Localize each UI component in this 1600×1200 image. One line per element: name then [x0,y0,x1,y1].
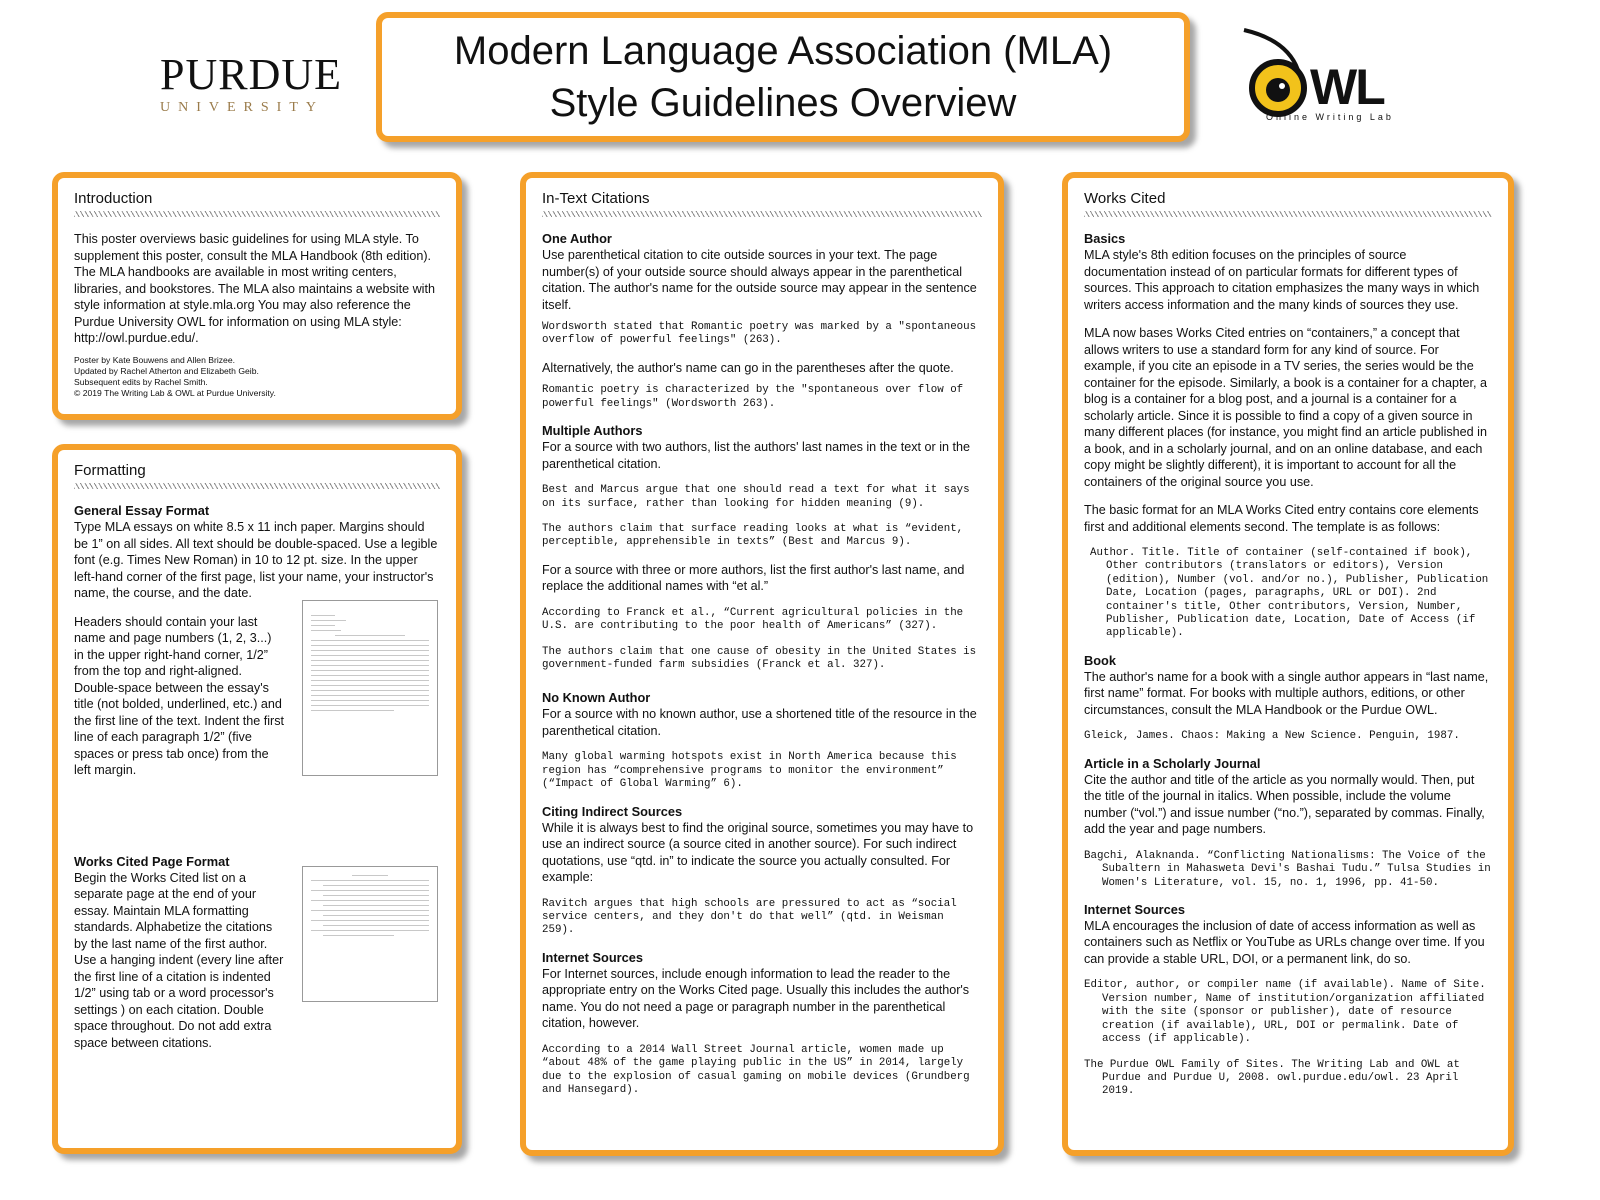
multiple-authors-heading: Multiple Authors [542,423,643,439]
owl-wordmark: WL [1310,59,1384,115]
owl-subtitle: Online Writing Lab [1266,112,1394,122]
works-cited-panel [1062,172,1514,1156]
headers-section [74,614,440,854]
formatting-title: Formatting [74,462,146,479]
basics-text: MLA style's 8th edition focuses on the principles of source documentation instead of on particular formats for different types of sources. This approach to citation emphasizes the many ways in which writers access information and the many kinds of sources they use. [1084,248,1480,312]
credit-line: Poster by Kate Bouwens and Allen Brizee. [74,354,235,365]
purdue-logo [160,50,343,116]
internet-sources-text: MLA encourages the inclusion of date of access information as well as containers such as Netflix or YouTube as URLs change over time. If you can provide a stable URL, DOI, or a permanent link, do so. [1084,918,1485,966]
sample-first-page-thumbnail [302,600,438,776]
indirect-sources-example: Ravitch argues that high schools are pressured to act as “social service centers, and they don't do that well” (qtd. in Weisman 259). [542,897,957,937]
book-example: Gleick, James. Chaos: Making a New Science. Penguin, 1987. [1084,730,1460,743]
no-author-example: Many global warming hotspots exist in North America because this region has “comprehensive programs to monitor the environment” (“Impact of Global Warming” 6). [542,751,957,791]
journal-article-heading: Article in a Scholarly Journal [1084,755,1261,771]
title-rule [1084,211,1492,217]
basics-heading: Basics [1084,231,1126,246]
purdue-university-label: UNIVERSITY [160,100,324,115]
works-cited-format-text: Begin the Works Cited list on a separate page at the end of your essay. Maintain MLA formatting standards. Alphabetize the citations by the last name of the first author. Use a hanging indent (every line after the first line of a citation is indented 1/2” using tab or a word processor's settings ) on each citation. Double space throughout. Do not add extra space between citations. [74,870,284,1050]
title-line-2: Style Guidelines Overview [549,81,1017,125]
one-author-example: Wordsworth stated that Romantic poetry was marked by a "spontaneous overflow of powerful feelings" (263). [542,321,977,347]
works-cited-template: Author. Title. Title of container (self-contained if book), Other contributors (translators or editors), Version (edition), Number (vol. and/or no.), Publisher, Publication Date, Location (pages, paragraphs, URL or DOI). 2nd container's title, Other contributors, Version, Number, Publisher, Publication date, Location, Date of Access (if applicable). [1090,547,1489,640]
journal-article-text: Cite the author and title of the article as you normally would. Then, put the title of the journal in italics. When possible, include the volume number (“vol.”) and issue number (“no.”), separated by commas. Finally, add the year and page numbers. [1084,772,1485,837]
introduction-panel [52,172,462,420]
internet-sources-heading: Internet Sources [1084,901,1185,917]
works-cited-format-heading: Works Cited Page Format [74,853,230,869]
basic-format-text: The basic format for an MLA Works Cited entry contains core elements first and additional elements second. The template is as follows: [1084,503,1479,534]
journal-article-example: Bagchi, Alaknanda. “Conflicting Nationalisms: The Voice of the Subaltern in Mahasweta Devi's Bashai Tudu.” Tulsa Studies in Women's Literature, vol. 15, no. 1, 1996, pp. 41-50. [1084,849,1491,889]
multiple-authors-example: The authors claim that surface reading looks at what is “evident, perceptible, apprehensible in texts” (Best and Marcus 9). [542,522,964,549]
purdue-wordmark: PURDUE [160,50,343,99]
owl-logo [1240,26,1410,126]
internet-sources-text: For Internet sources, include enough information to lead the reader to the appropriate entry on the Works Cited page. Usually this includes the author's name. You do not need a page or paragraph number in the parenthetical citation, however. [542,966,970,1031]
title-line-1: Modern Language Association (MLA) [453,29,1113,73]
formatting-panel [52,444,462,1154]
internet-sources-heading: Internet Sources [542,949,643,965]
in-text-title: In-Text Citations [542,190,650,207]
title-rule [74,483,440,489]
book-text: The author's name for a book with a single author appears in “last name, first name” format. For books with multiple authors, editions, or other circumstances, consult the MLA Handbook or the Purdue OWL. [1084,669,1489,717]
internet-source-template: Editor, author, or compiler name (if available). Name of Site. Version number, Name of institution/organization affiliated with the site (sponsor or publisher), date of resource creation (if available), URL, DOI or permalink. Date of access (if applicable). [1084,979,1486,1046]
multiple-authors-text-2: For a source with three or more authors, list the first author's last name, and replace the additional names with “et al.” [542,562,965,594]
multiple-authors-example: According to Franck et al., “Current agricultural policies in the U.S. are contributing to the poor health of Americans” (327). [542,606,964,633]
one-author-alt-text: Alternatively, the author's name can go in the parentheses after the quote. [542,360,954,375]
multiple-authors-text: For a source with two authors, list the authors' last names in the text or in the parenthetical citation. [542,440,970,471]
credit-line: Subsequent edits by Rachel Smith. [74,376,208,387]
internet-sources-example: According to a 2014 Wall Street Journal article, women made up “about 48% of the game playing public in the US” in 2014, largely due to the explosion of casual gaming on mobile devices (Grundberg and Hansegard). [542,1043,970,1097]
one-author-heading: One Author [542,231,612,246]
in-text-citations-panel [520,172,1004,1156]
no-author-heading: No Known Author [542,690,651,706]
internet-source-example: The Purdue OWL Family of Sites. The Writing Lab and OWL at Purdue and Purdue U, 2008. owl.purdue.edu/owl. 23 April 2019. [1084,1058,1460,1098]
works-cited-title: Works Cited [1084,190,1166,207]
credit-line: Updated by Rachel Atherton and Elizabeth Geib. [74,365,259,376]
introduction-text: This poster overviews basic guidelines for using MLA style. To supplement this poster, consult the MLA Handbook (8th edition). The MLA handbooks are available in most writing centers, libraries, and bookstores. The MLA also maintains a website with style information at style.mla.org You may also reference the Purdue University OWL for information on using MLA style: http://owl.purdue.edu/. [74,232,435,345]
indirect-sources-heading: Citing Indirect Sources [542,803,683,819]
headers-text: Headers should contain your last name and page numbers (1, 2, 3...) in the upper right-hand corner, 1/2” from the top and right-aligned. Double-space between the essay's title (not bolded, underlined, etc.) and the first line of the text. Indent the first line of each paragraph 1/2” (five spaces or press tab once) from the left margin. [74,614,285,777]
indirect-sources-text: While it is always best to find the original source, sometimes you may have to use an indirect source (a source cited in another source). For such indirect quotations, use “qtd. in” to indicate the source you actually consulted. For example: [542,820,974,885]
page-title [454,25,1112,129]
multiple-authors-example: The authors claim that one cause of obesity in the United States is government-funded farm subsidies (Franck et al. 327). [542,645,977,671]
general-format-text: Type MLA essays on white 8.5 x 11 inch paper. Margins should be 1” on all sides. All text should be double-spaced. Use a legible font (e.g. Times New Roman) in 10 to 12 pt. size. In the upper left-hand corner of the first page, list your name, your instructor's name, the course, and the date. [74,520,438,600]
no-author-text: For a source with no known author, use a shortened title of the resource in the parenthetical citation. [542,707,977,738]
book-heading: Book [1084,652,1116,668]
introduction-title: Introduction [74,190,153,207]
general-format-heading: General Essay Format [74,503,210,518]
credit-line: © 2019 The Writing Lab & OWL at Purdue University. [74,388,276,399]
sample-works-cited-thumbnail [302,866,438,1002]
one-author-example-2: Romantic poetry is characterized by the "spontaneous over flow of powerful feelings" (Wordsworth 263). [542,384,964,410]
title-rule [74,211,440,217]
containers-text: MLA now bases Works Cited entries on “containers,” a concept that allows writers to use a standard form for any kind of source. For example, if you cite an episode in a TV series, the series would be the container for the episode. Similarly, a book is a container for a chapter, a blog is a container for a blog post, and a journal is a container for a scholarly article. Since it is possible to find a copy of a given source in many different places (for instance, you might find an article published in a book, and in a scholarly journal, and on an online database, and each copy might be slightly different), it is important to account for all the containers of the original source you use. [1084,326,1487,489]
title-rule [542,211,982,217]
one-author-text: Use parenthetical citation to cite outside sources in your text. The page number(s) of your outside source should always appear in the parenthetical citation. The author's name for the outside source may appear in the sentence itself. [542,248,977,312]
works-cited-format-section [74,854,440,1084]
multiple-authors-example: Best and Marcus argue that one should read a text for what it says on its surface, rather than looking for hidden meaning (9). [542,484,970,510]
title-box [376,12,1190,142]
